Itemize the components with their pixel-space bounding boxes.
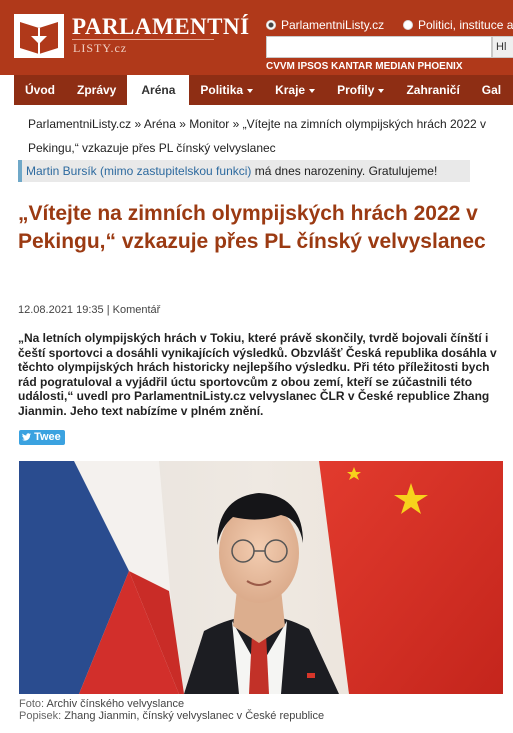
twitter-icon	[22, 433, 31, 441]
article-date: 12.08.2021 19:35	[18, 304, 104, 316]
nav-item-label: Aréna	[141, 83, 176, 97]
article-photo[interactable]	[19, 461, 503, 694]
nav-item-label: Profily	[337, 83, 375, 97]
radio-selected-icon[interactable]	[266, 20, 276, 30]
breadcrumb-separator: »	[131, 117, 144, 131]
photo-caption-row	[19, 710, 324, 722]
brand-name[interactable]: PARLAMENTNÍ	[72, 14, 250, 39]
nav-item-label: Zprávy	[77, 83, 117, 97]
nav-item-uvod[interactable]	[14, 75, 66, 105]
comment-link[interactable]: Komentář	[112, 304, 161, 316]
birthday-person-link[interactable]: Martin Bursík (mimo zastupitelskou funkci)	[26, 164, 252, 178]
caret-down-icon	[309, 89, 315, 93]
search-scope-site[interactable]	[266, 18, 384, 32]
nav-item-zpravy[interactable]	[66, 75, 127, 105]
site-logo-icon[interactable]	[14, 14, 64, 58]
breadcrumb	[28, 112, 508, 160]
nav-item-label: Kraje	[275, 83, 306, 97]
breadcrumb-separator: »	[175, 117, 190, 131]
nav-item-kraje[interactable]	[264, 75, 326, 105]
breadcrumb-link-home[interactable]: ParlamentniListy.cz	[28, 117, 132, 131]
search-scope-politicians[interactable]	[403, 18, 513, 32]
search-scope-site-label: ParlamentniListy.cz	[281, 18, 385, 32]
radio-unselected-icon[interactable]	[403, 20, 413, 30]
article-meta	[18, 304, 160, 316]
poll-agency-links[interactable]: CVVM IPSOS KANTAR MEDIAN PHOENIX	[266, 61, 463, 72]
nav-item-galerie[interactable]	[471, 75, 512, 105]
tweet-button[interactable]	[19, 430, 65, 445]
article-lead: „Na letních olympijských hrách v Tokiu, které právě skončily, tvrdě bojovali čínští i čeští sportovci a dosáhli vynikajících výsledků. Obzvlášť Česká republika dosáhla v těchto olympijských hrách historicky nejlepšího výsledku. Při této příležitosti bych rád pogratuloval a vyjádřil úctu sportovcům z obou zemí, kteří se zúčastnili této události,“ uvedl pro ParlamentniListy.cz velvyslanec ČLR v České republice Zhang Jianmin. Jeho text nabízíme v plném znění.	[18, 331, 497, 418]
birthday-notice	[18, 160, 470, 182]
nav-item-zahranici[interactable]	[395, 75, 470, 105]
nav-item-label: Zahraničí	[406, 83, 460, 97]
main-navigation	[14, 75, 513, 105]
photo-caption	[19, 698, 324, 722]
photo-credit-label: Foto:	[19, 698, 45, 710]
photo-credit: Archiv čínského velvyslance	[46, 698, 185, 710]
search-button[interactable]: Hl	[492, 36, 513, 58]
birthday-text: má dnes narozeniny. Gratulujeme!	[251, 164, 438, 178]
caret-down-icon	[378, 89, 384, 93]
nav-item-label: Gal	[481, 83, 502, 97]
article-title: „Vítejte na zimních olympijských hrách 2022 v Pekingu,“ vzkazuje přes PL čínský velvyslanec	[18, 202, 486, 253]
nav-item-label: Politika	[200, 83, 244, 97]
search-scope-politicians-label: Politici, instituce a	[418, 18, 513, 32]
ambassador-portrait-image	[19, 461, 503, 694]
photo-credit-row	[19, 698, 324, 710]
search-input[interactable]	[266, 36, 492, 58]
breadcrumb-link-arena[interactable]: Aréna	[143, 117, 176, 131]
meta-separator: |	[103, 304, 113, 316]
breadcrumb-link-monitor[interactable]: Monitor	[189, 117, 230, 131]
brand-divider	[72, 39, 214, 40]
nav-item-label: Úvod	[25, 83, 55, 97]
photo-caption-label: Popisek:	[19, 710, 62, 722]
breadcrumb-current: „Vítejte na zimních olympijských hrách 2022 v Pekingu,“ vzkazuje přes PL čínský velvyslanec	[28, 117, 487, 155]
photo-caption-text: Zhang Jianmin, čínský velvyslanec v České republice	[64, 710, 325, 722]
caret-down-icon	[247, 89, 253, 93]
nav-item-arena[interactable]	[127, 75, 189, 105]
nav-item-politika[interactable]	[189, 75, 264, 105]
nav-item-profily[interactable]	[326, 75, 395, 105]
breadcrumb-separator: »	[229, 117, 243, 131]
site-header	[0, 0, 513, 75]
tweet-label: Twee	[34, 431, 61, 443]
brand-domain[interactable]: LISTY.cz	[73, 41, 128, 55]
